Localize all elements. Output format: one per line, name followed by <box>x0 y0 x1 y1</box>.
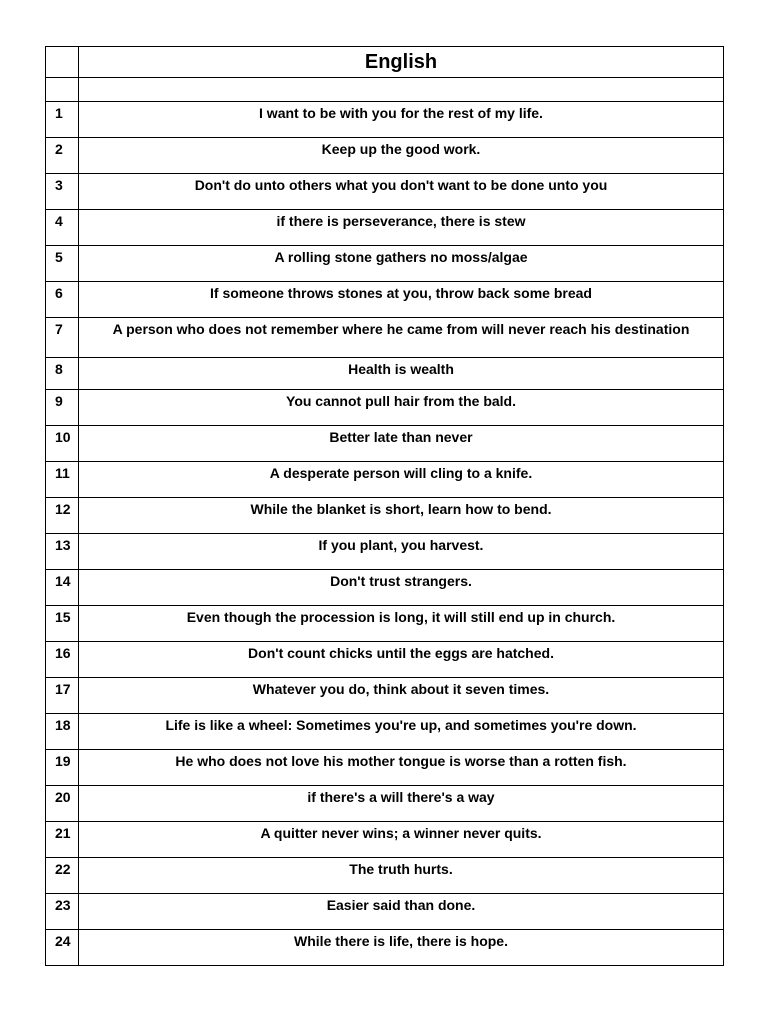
row-number: 10 <box>46 426 79 462</box>
row-number: 5 <box>46 246 79 282</box>
table-row <box>46 138 724 174</box>
row-number: 22 <box>46 858 79 894</box>
table-row <box>46 462 724 498</box>
row-number: 8 <box>46 358 79 390</box>
blank-cell <box>46 78 79 102</box>
table-row <box>46 246 724 282</box>
proverb-text: Easier said than done. <box>79 894 724 930</box>
row-number: 17 <box>46 678 79 714</box>
proverb-text: I want to be with you for the rest of my life. <box>79 102 724 138</box>
proverb-text: If you plant, you harvest. <box>79 534 724 570</box>
row-number: 18 <box>46 714 79 750</box>
table-row <box>46 750 724 786</box>
proverb-text: A person who does not remember where he came from will never reach his destination <box>79 318 724 358</box>
proverb-text: Health is wealth <box>79 358 724 390</box>
row-number: 20 <box>46 786 79 822</box>
proverb-text: Don't do unto others what you don't want to be done unto you <box>79 174 724 210</box>
proverb-text: While the blanket is short, learn how to bend. <box>79 498 724 534</box>
proverb-text: The truth hurts. <box>79 858 724 894</box>
row-number: 19 <box>46 750 79 786</box>
proverb-text: If someone throws stones at you, throw back some bread <box>79 282 724 318</box>
table-row <box>46 358 724 390</box>
column-header-english: English <box>79 47 724 78</box>
row-number: 9 <box>46 390 79 426</box>
row-number: 21 <box>46 822 79 858</box>
row-number: 23 <box>46 894 79 930</box>
table-row <box>46 642 724 678</box>
proverb-text: Don't count chicks until the eggs are hatched. <box>79 642 724 678</box>
proverb-text: You cannot pull hair from the bald. <box>79 390 724 426</box>
proverb-text: A desperate person will cling to a knife. <box>79 462 724 498</box>
proverb-text: Even though the procession is long, it will still end up in church. <box>79 606 724 642</box>
table-row <box>46 822 724 858</box>
proverb-text: While there is life, there is hope. <box>79 930 724 966</box>
table-row <box>46 174 724 210</box>
table-row <box>46 714 724 750</box>
row-number: 24 <box>46 930 79 966</box>
proverb-text: Don't trust strangers. <box>79 570 724 606</box>
blank-cell <box>79 78 724 102</box>
table-row <box>46 210 724 246</box>
table-row <box>46 102 724 138</box>
row-number: 16 <box>46 642 79 678</box>
header-corner-cell <box>46 47 79 78</box>
row-number: 3 <box>46 174 79 210</box>
proverb-text: if there's a will there's a way <box>79 786 724 822</box>
table-body <box>46 47 724 966</box>
proverb-text: A rolling stone gathers no moss/algae <box>79 246 724 282</box>
table-row <box>46 858 724 894</box>
table-row <box>46 606 724 642</box>
header-row <box>46 47 724 78</box>
table-row <box>46 786 724 822</box>
row-number: 13 <box>46 534 79 570</box>
table-row <box>46 282 724 318</box>
proverb-text: A quitter never wins; a winner never quits. <box>79 822 724 858</box>
row-number: 2 <box>46 138 79 174</box>
proverb-text: Better late than never <box>79 426 724 462</box>
row-number: 12 <box>46 498 79 534</box>
table-row <box>46 678 724 714</box>
table-row <box>46 318 724 358</box>
table-row <box>46 534 724 570</box>
proverb-text: He who does not love his mother tongue is worse than a rotten fish. <box>79 750 724 786</box>
proverb-table <box>45 46 724 966</box>
table-row <box>46 930 724 966</box>
table-row <box>46 894 724 930</box>
row-number: 1 <box>46 102 79 138</box>
blank-row <box>46 78 724 102</box>
row-number: 14 <box>46 570 79 606</box>
table-row <box>46 570 724 606</box>
row-number: 6 <box>46 282 79 318</box>
proverb-text: Life is like a wheel: Sometimes you're up, and sometimes you're down. <box>79 714 724 750</box>
row-number: 4 <box>46 210 79 246</box>
proverb-text: Keep up the good work. <box>79 138 724 174</box>
row-number: 15 <box>46 606 79 642</box>
proverb-text: Whatever you do, think about it seven times. <box>79 678 724 714</box>
table-row <box>46 498 724 534</box>
proverb-text: if there is perseverance, there is stew <box>79 210 724 246</box>
row-number: 11 <box>46 462 79 498</box>
table-row <box>46 390 724 426</box>
row-number: 7 <box>46 318 79 358</box>
table-row <box>46 426 724 462</box>
